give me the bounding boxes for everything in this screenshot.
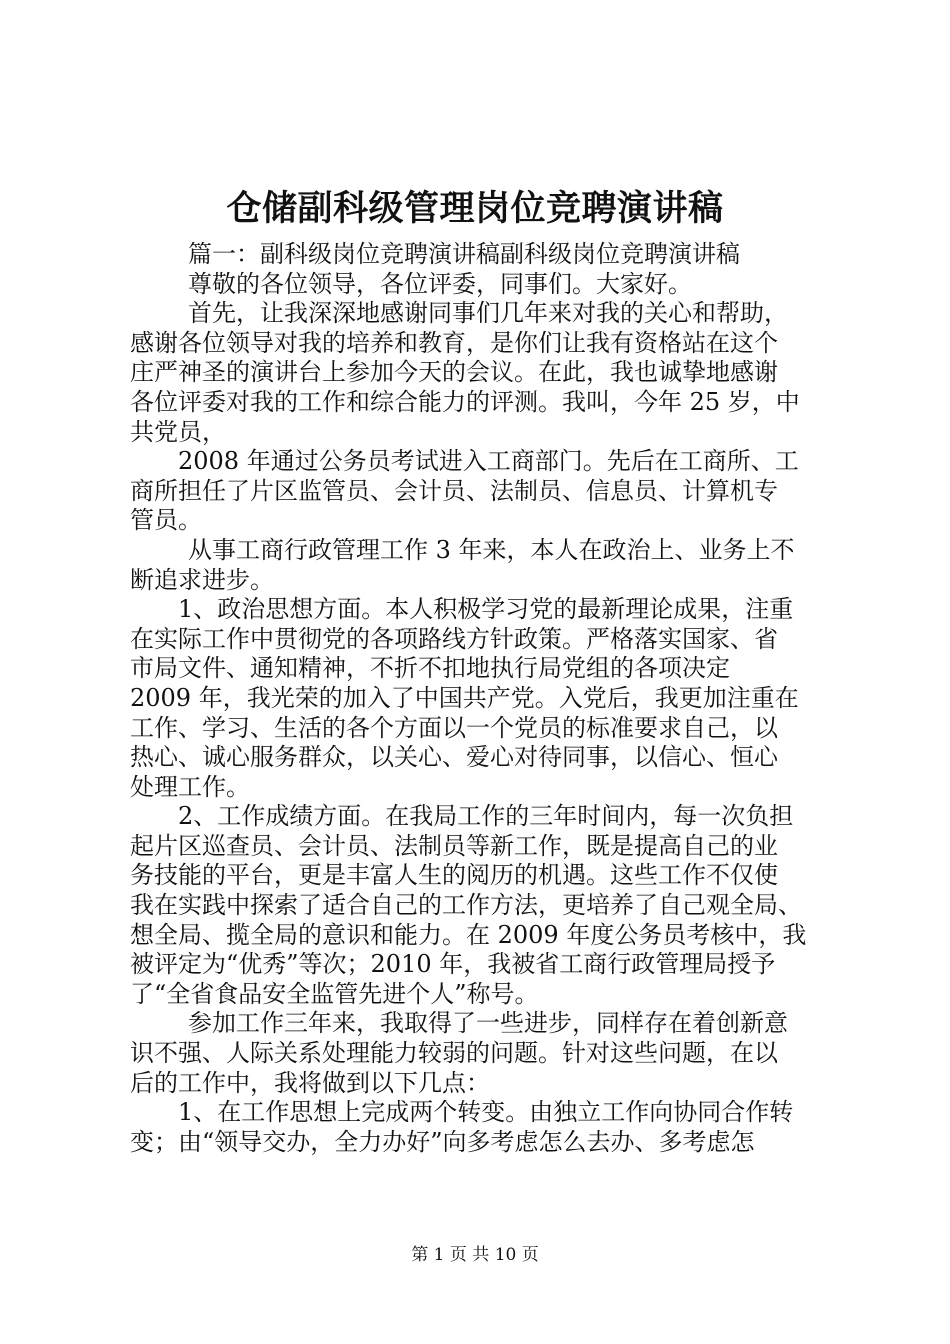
text-line: 市局文件、通知精神，不折不扣地执行局党组的各项决定: [130, 654, 730, 683]
paragraph-intro-heading: [130, 240, 830, 270]
paragraph-achievements: [130, 802, 830, 1009]
text-line: 参加工作三年来，我取得了一些进步，同样存在着创新意: [188, 1009, 788, 1038]
document-title: 仓储副科级管理岗位竞聘演讲稿: [226, 188, 724, 229]
text-line: 断追求进步。: [130, 565, 274, 594]
paragraph-plan: [130, 1098, 830, 1157]
document-body: [130, 240, 830, 1157]
text-line: 后的工作中，我将做到以下几点：: [130, 1068, 490, 1097]
text-line: 首先，让我深深地感谢同事们几年来对我的关心和帮助，: [188, 299, 788, 328]
text-line: 我在实践中探索了适合自己的工作方法，更培养了自己观全局、: [130, 891, 802, 920]
text-line: 各位评委对我的工作和综合能力的评测。我叫，今年 25 岁，中: [130, 387, 800, 416]
text-line: 管员。: [130, 506, 202, 535]
text-line: 2、工作成绩方面。在我局工作的三年时间内，每一次负担: [178, 802, 794, 831]
text-line: 起片区巡查员、会计员、法制员等新工作，既是提高自己的业: [130, 831, 778, 860]
text-line: 工作、学习、生活的各个方面以一个党员的标准要求自己，以: [130, 713, 778, 742]
text-line: 商所担任了片区监管员、会计员、法制员、信息员、计算机专: [130, 476, 778, 505]
text-line: 1、政治思想方面。本人积极学习党的最新理论成果，注重: [178, 595, 794, 624]
paragraph-progress: [130, 536, 830, 595]
text-line: 处理工作。: [130, 772, 250, 801]
text-line: 庄严神圣的演讲台上参加今天的会议。在此，我也诚挚地感谢: [130, 358, 778, 387]
text-line: 篇一：副科级岗位竞聘演讲稿副科级岗位竞聘演讲稿: [188, 240, 740, 268]
paragraph-political: [130, 595, 830, 802]
text-line: 被评定为“优秀”等次；2010 年，我被省工商行政管理局授予: [130, 950, 776, 979]
text-line: 从事工商行政管理工作 3 年来，本人在政治上、业务上不: [188, 535, 795, 564]
text-line: 尊敬的各位领导，各位评委，同事们。大家好。: [188, 269, 692, 298]
paragraph-career: [130, 447, 830, 536]
text-line: 务技能的平台，更是丰富人生的阅历的机遇。这些工作不仅使: [130, 861, 778, 890]
text-line: 共党员，: [130, 417, 226, 446]
text-line: 2008 年通过公务员考试进入工商部门。先后在工商所、工: [178, 447, 799, 476]
page-footer: 第 1 页 共 10 页: [411, 1245, 539, 1265]
text-line: 变；由“领导交办，全力办好”向多考虑怎么去办、多考虑怎: [130, 1127, 755, 1156]
text-line: 热心、诚心服务群众，以关心、爱心对待同事，以信心、恒心: [130, 743, 778, 772]
text-line: 感谢各位领导对我的培养和教育，是你们让我有资格站在这个: [130, 328, 778, 357]
paragraph-greeting: [130, 270, 830, 300]
paragraph-shortcomings: [130, 1009, 830, 1098]
text-line: 2009 年，我光荣的加入了中国共产党。入党后，我更加注重在: [130, 683, 799, 712]
text-line: 了“全省食品安全监管先进个人”称号。: [130, 979, 539, 1008]
text-line: 1、在工作思想上完成两个转变。由独立工作向协同合作转: [178, 1098, 794, 1127]
paragraph-thanks: [130, 299, 830, 447]
text-line: 想全局、揽全局的意识和能力。在 2009 年度公务员考核中，我: [130, 920, 807, 949]
text-line: 识不强、人际关系处理能力较弱的问题。针对这些问题，在以: [130, 1039, 778, 1068]
text-line: 在实际工作中贯彻党的各项路线方针政策。严格落实国家、省: [130, 624, 778, 653]
